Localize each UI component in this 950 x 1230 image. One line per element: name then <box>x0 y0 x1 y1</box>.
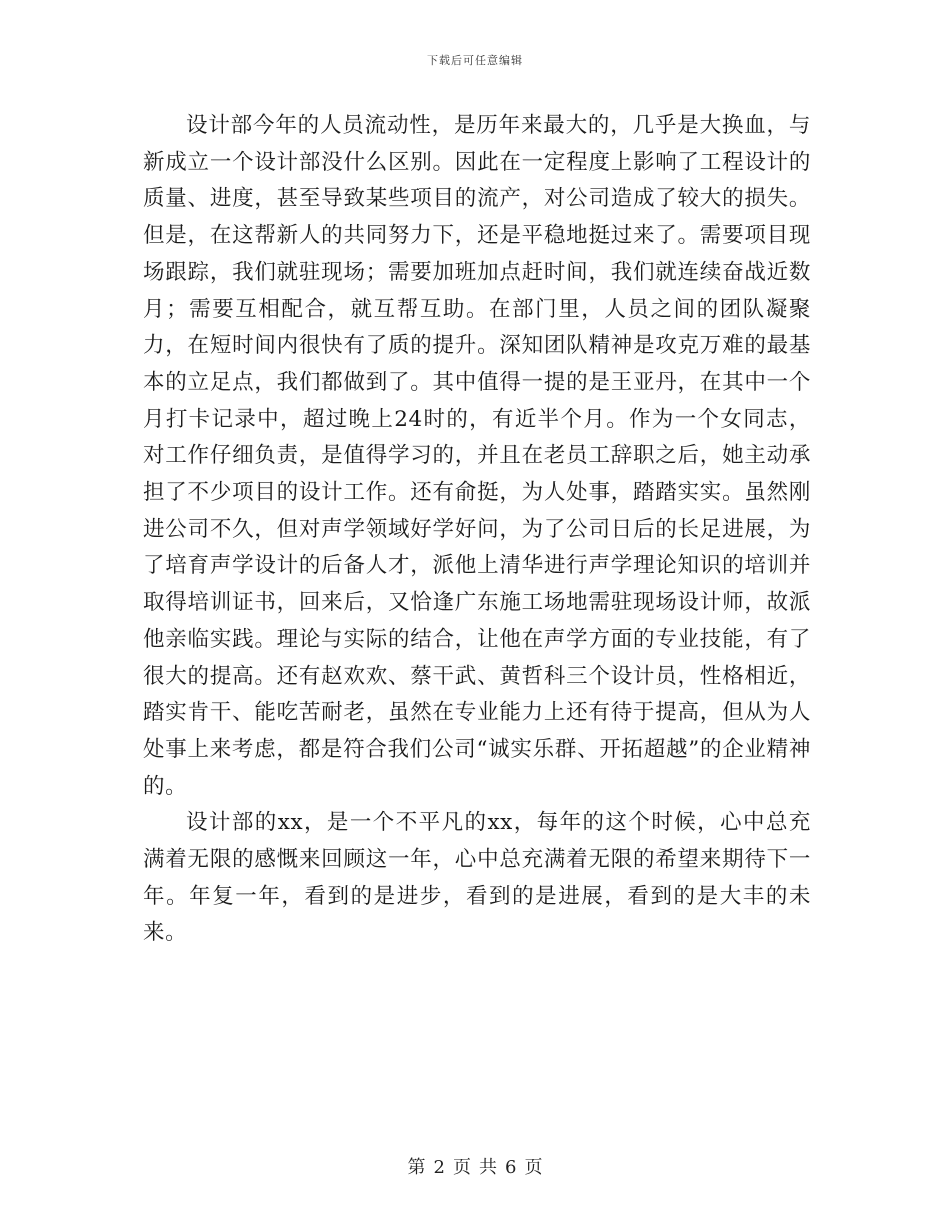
footer-current-page: 2 <box>433 1157 445 1178</box>
page-header-note: 下载后可任意编辑 <box>427 54 523 67</box>
footer-label-page: 第 <box>407 1157 426 1178</box>
footer-label-unit: 页 <box>453 1157 471 1178</box>
body-paragraph-2: 设计部的xx，是一个不平凡的xx，每年的这个时候，心中总充满着无限的感慨来回顾这一年，心中总充满着无限的希望来期待下一年。年复一年，看到的是进步，看到的是进展，看到的是大丰的未来。 <box>143 810 811 946</box>
page-footer <box>0 1153 950 1179</box>
document-body <box>143 108 811 952</box>
body-paragraph-1: 设计部今年的人员流动性，是历年来最大的，几乎是大换血，与新成立一个设计部没什么区别。因此在一定程度上影响了工程设计的质量、进度，甚至导致某些项目的流产，对公司造成了较大的损失。但是，在这帮新人的共同努力下，还是平稳地挺过来了。需要项目现场跟踪，我们就驻现场；需要加班加点赶时间，我们就连续奋战近数月；需要互相配合，就互帮互助。在部门里，人员之间的团队凝聚力，在短时间内很快有了质的提升。深知团队精神是攻克万难的最基本的立足点，我们都做到了。其中值得一提的是王亚丹，在其中一个月打卡记录中，超过晚上24时的，有近半个月。作为一个女同志，对工作仔细负责，是值得学习的，并且在老员工辞职之后，她主动承担了不少项目的设计工作。还有俞挺，为人处事，踏踏实实。虽然刚进公司不久，但对声学领域好学好问，为了公司日后的长足进展，为了培育声学设计的后备人才，派他上清华进行声学理论知识的培训并取得培训证书，回来后，又恰逢广东施工场地需驻现场设计师，故派他亲临实践。理论与实际的结合，让他在声学方面的专业技能，有了很大的提高。还有赵欢欢、蔡干武、黄哲科三个设计员，性格相近，踏实肯干、能吃苦耐老，虽然在专业能力上还有待于提高，但从为人处事上来考虑，都是符合我们公司“诚实乐群、开拓超越”的企业精神的。 <box>143 113 811 799</box>
footer-label-total: 共 <box>479 1157 497 1178</box>
footer-label-unit-2: 页 <box>524 1157 543 1178</box>
footer-total-pages: 6 <box>505 1157 517 1178</box>
